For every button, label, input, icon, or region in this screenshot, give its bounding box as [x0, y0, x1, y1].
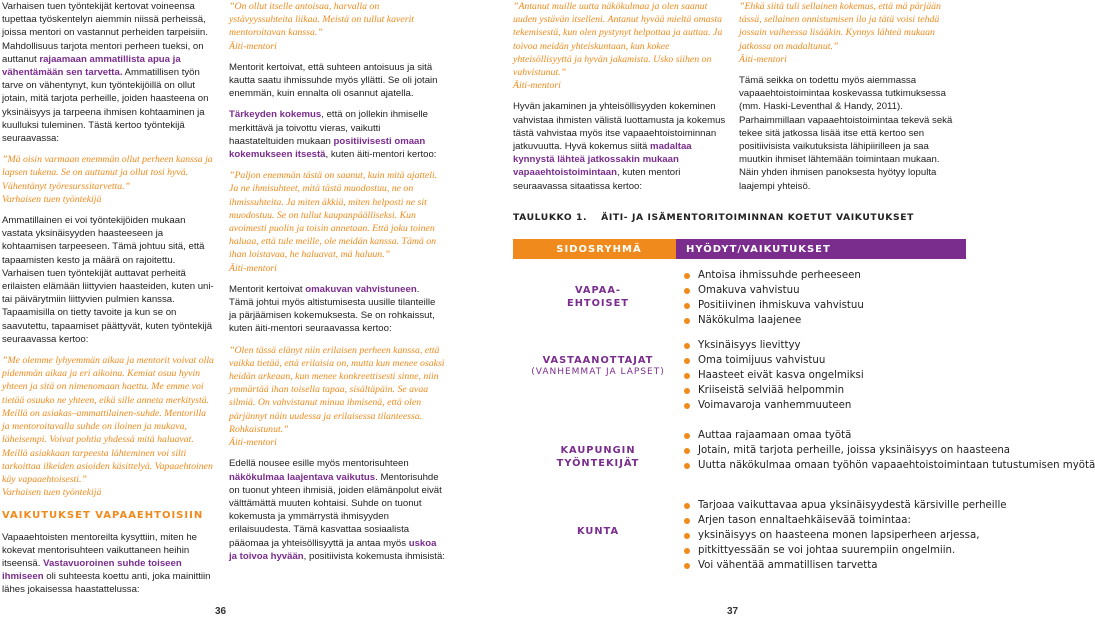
- paragraph-rewarding: Mentorit kertoivat, että suhteen antoisuus ja sitä kautta saatu ihmissuhde myös yllätti. Se oli jotain enemmän, kuin ennalta oli osannut ajatella.: [229, 61, 438, 100]
- paragraph-sharing: Hyvän jakaminen ja yhteisöllisyyden kokeminen vahvistaa ihmisten välistä luottamusta ja kokemus tästä vahvistaa myös itse vapaaehtoistoiminnan jatkuvuutta. Hyvä kokemus siitä madaltaa kynnystä lähteä jatkossakin mukaan vapaaehtoistoimintaan, kuten mentori seuraavassa sitaatissa kertoo:: [513, 101, 726, 192]
- quote-worker-1: ”Mä oisin varmaan enemmän ollut perheen kanssa ja lapsen tukena. Se on auttanut ja ollut tosi hyvä. Vähentänyt työresurssitarvetta.” Varhaisen tuen työntekijä: [2, 153, 215, 206]
- table-header-stakeholder: SIDOSRYHMÄ: [513, 239, 685, 259]
- benefit-item: Omakuva vahvistuu: [684, 283, 864, 298]
- quote-mentor-0: ”On ollut itselle antoisaa, harvalla on ystävyyssuhteita liikaa. Meistä on tullut kaverit mentoroitavan kanssa.” Äiti-mentori: [229, 0, 445, 53]
- stakeholder-label: VASTAANOTTAJAT: [542, 354, 654, 366]
- quote-source: Äiti-mentori: [739, 53, 787, 65]
- benefit-list: [684, 338, 864, 413]
- benefit-item: Kriiseistä selviää helpommin: [684, 383, 864, 398]
- benefit-item: Voi vähentää ammatillisen tarvetta: [684, 558, 1007, 573]
- quote-source: Varhaisen tuen työntekijä: [2, 487, 102, 499]
- stakeholder-group: [513, 330, 683, 400]
- quote-source: Varhaisen tuen työntekijä: [2, 193, 102, 205]
- benefit-item: Haasteet eivät kasva ongelmiksi: [684, 368, 864, 383]
- benefit-item: Tarjoaa vaikuttavaa apua yksinäisyydestä kärsiville perheille: [684, 498, 1007, 513]
- paragraph-intro: Varhaisen tuen työntekijät kertovat voineensa tupettaa työskentelyn aiemmin niissä perheissä, joissa mentori on vastannut perheiden tarpeisiin. Mahdollisuus tarjota mentori perheen tueksi, on auttanut rajaamaan ammatillista apua ja vähentämään sen tarvetta. Ammatillisen työn tarve on vähentynyt, kun työntekijöillä on ollut jotain, mitä tarjota perheille, joiden haasteena on yksinäisyys ja tarpeena ihmisen kohtaaminen ja kuulluksi tuleminen. Tästä kertoo työntekijä seuraavassa:: [2, 1, 209, 145]
- benefit-item: Auttaa rajaamaan omaa työtä: [684, 428, 1095, 443]
- benefit-item: Arjen tason ennaltaehkäisevää toimintaa:: [684, 513, 1007, 528]
- stakeholder-sublabel: (VANHEMMAT JA LAPSET): [531, 366, 665, 377]
- left-page-column-1: [2, 0, 215, 605]
- benefit-item: Oma toimijuus vahvistuu: [684, 353, 864, 368]
- benefit-item: Uutta näkökulmaa omaan työhön vapaaehtoistoimintaan tutustumisen myötä: [684, 458, 1095, 473]
- page-number-left: 36: [215, 606, 227, 617]
- paragraph-volunteers: Vapaaehtoisten mentoreilta kysyttiin, miten he kokevat mentorisuhteen vaikuttaneen heihin itseensä. Vastavuoroinen suhde toiseen ihmiseen oli suhteesta koettu anti, joka mainittiin lähes jokaisessa haastattelussa:: [2, 531, 211, 596]
- quote-source: Äiti-mentori: [229, 40, 277, 52]
- paragraph-importance: Tärkeyden kokemus, että on jollekin ihmiselle merkittävä ja toivottu vieras, vaikutti haastateltuiden mukaan positiivisesti omaan kokemukseen itsestä, kuten äiti-mentori kertoo:: [229, 109, 437, 161]
- stakeholder-group: [513, 264, 683, 330]
- quote-mentor-2: ”Olen tässä elänyt niin erilaisen perheen kanssa, että vaikka tietää, että erilaisia on, mutta kun menee osaksi heidän arkeaan, kun menee konkreettisesti sinne, niin ymmärtää ihan toisella tapaa, sisältäpäin. Se avaa silmiä. On vahvistanut minua ihmisenä, että olen pärjännyt näin uudessa ja erilaisessa tilanteessa. Rohkaistunut.” Äiti-mentori: [229, 344, 445, 449]
- benefit-item: yksinäisyys on haasteena monen lapsiperheen arjessa,: [684, 528, 1007, 543]
- stakeholder-label: EHTOISET: [567, 298, 629, 309]
- right-page-column-1: [513, 0, 730, 201]
- quote-mentor-4: ”Ehkä siitä tuli sellainen kokemus, että mä pärjään tässä, sellainen onnistumisen ilo ja tätä voisi tehdä jossain vaiheessa lisääkin. Kynnys lähteä mukaan jatkossa on madaltunut.” Äiti-mentori: [739, 0, 956, 66]
- paragraph-selfimage: Mentorit kertoivat omakuvan vahvistuneen. Tämä johtui myös altistumisesta uusille tilanteille ja pärjäämisen kokemuksesta. Se on rohkaissut, kuten äiti-mentori seuraavassa kertoo:: [229, 283, 436, 335]
- quote-worker-2: ”Me olemme lyhyemmän aikaa ja mentorit voivat olla pidemmän aikaa ja eri aikoina. Kemiat osuu hyvin yhteen ja sitä on nimenomaan haettu. Me emme voi tietää osuuko ne yhteen, eikä sille anneta merkitystä. Meillä on asiakas–ammattilainen-suhde. Mentorilla ja mentoroitavalla suhde on iloinen ja mukava, läheisempi. Voivat pohtia yhdessä mitä haluavat. Meillä asiakkaan tarpeesta lähteminen voi silti tarkoittaa ilkeiden asioiden käsittelyä. Vapaaehtoinen käy vapaaehtoisesti.” Varhaisen tuen työntekijä: [2, 355, 214, 499]
- quote-source: Äiti-mentori: [513, 80, 561, 92]
- table-title: ÄITI- JA ISÄMENTORITOIMINNAN KOETUT VAIKUTUKSET: [601, 212, 914, 223]
- stakeholder-label: TYÖNTEKIJÄT: [556, 458, 640, 469]
- paragraph-research: Tämä seikka on todettu myös aiemmassa vapaaehtoistoimintaa koskevassa tutkimuksessa (mm. Haski-Leventhal & Handy, 2011). Parhaimmillaan vapaaehtoistoimintaa tekevä sekä tekee sitä jatkossa lisää itse että kertoo sen positiivisista vaikutuksista lähipiirilleen ja saa muutkin ihmiset lähtemään toimintaan mukaan. Näin yhden ihmisen panoksesta hyötyy lopulta laajempi yhteisö.: [739, 75, 953, 192]
- paragraph-professional: Ammatillainen ei voi työntekijöiden mukaan vastata yksinäisyyden haasteeseen ja kohtaamisen tarpeeseen. Tämä johtuu sitä, että tapaamisten kesto ja määrä on rajoitettu. Varhaisen tuen työntekijät auttavat perheitä erilaisten elämään liittyvien haasteiden, kuten uni- tai päivärytmiin liittyvien pulmien kanssa. Tapaamisilla on tietty tavoite ja kun se on saavutettu, tapaamiset päättyvät, kuten työntekijä seuraavassa kertoo:: [2, 215, 214, 345]
- table-number: TAULUKKO 1.: [513, 212, 588, 223]
- benefit-item: pitkittyessään se voi johtaa suurempiin ongelmiin.: [684, 543, 1007, 558]
- benefit-list: [684, 428, 1095, 473]
- left-page-column-2: [229, 0, 445, 571]
- stakeholder-label: KAUPUNGIN: [560, 445, 636, 456]
- table-header-benefits: HYÖDYT/VAIKUTUKSET: [676, 239, 966, 259]
- stakeholder-label: VAPAA-: [574, 285, 621, 296]
- benefit-list: [684, 268, 864, 328]
- quote-source: Äiti-mentori: [229, 437, 277, 449]
- quote-mentor-1: ”Paljon enemmän tästä on saanut, kuin mitä ajatteli. Ja ne ihmisuhteet, mitä tästä muodostuu, ne on ihmissuhteita. Ja miten äkkiä, miten helposti ne sit muodostuu. Se on tullut kaupanpäälliseksi. Kun avoimesti puolin ja toisin annetaan. Että joku toinen haluaa, että tule meille, ole meidän kanssa. Tämä on ihan loistavaa, he haluavat, mä haluun.” Äiti-mentori: [229, 169, 445, 275]
- section-heading: VAIKUTUKSET VAPAAEHTOISIIN: [2, 510, 204, 522]
- benefit-item: Näkökulma laajenee: [684, 313, 864, 328]
- stakeholder-group: [513, 500, 683, 562]
- benefit-item: Voimavaroja vanhemmuuteen: [684, 398, 864, 413]
- stakeholder-group: [513, 429, 683, 485]
- stakeholder-label: KUNTA: [576, 525, 620, 537]
- benefit-item: Jotain, mitä tarjota perheille, joissa yksinäisyys on haasteena: [684, 443, 1095, 458]
- benefit-item: Yksinäisyys lievittyy: [684, 338, 864, 353]
- benefit-item: Antoisa ihmissuhde perheeseen: [684, 268, 864, 283]
- benefit-item: Positiivinen ihmiskuva vahvistuu: [684, 298, 864, 313]
- page-number-right: 37: [727, 606, 739, 617]
- table-caption: [513, 212, 914, 223]
- benefit-list: [684, 498, 1007, 573]
- quote-source: Äiti-mentori: [229, 262, 277, 274]
- right-page-column-2: [739, 0, 956, 201]
- quote-mentor-3: ”Antanut muille uutta näkökulmaa ja olen saanut uuden ystävän itselleni. Antanut hyvää mieltä omasta tekemisestä, kun olen pystynyt helpottaa ja auttaa. Ja toivoa meidän yhteiskuntaan, kun kokee yhteisöllisyyttä ja hyvän jakamista. Usko siihen on vahvistunut.” Äiti-mentori: [513, 0, 730, 92]
- paragraph-perspective: Edellä nousee esille myös mentorisuhteen näkökulmaa laajentava vaikutus. Mentorisuhde on tuonut yhteen ihmisiä, joiden elämänpolut eivät välttämättä muuten kohtaisi. Suhde on tuonut kokemusta ja ymmärrystä ihmisyyden erilaisuudesta. Tämä kasvattaa sosiaalista pääomaa ja yhteisöllisyyttä ja antaa myös uskoa ja toivoa hyvään, positiivista kokemusta ihmisistä:: [229, 458, 445, 562]
